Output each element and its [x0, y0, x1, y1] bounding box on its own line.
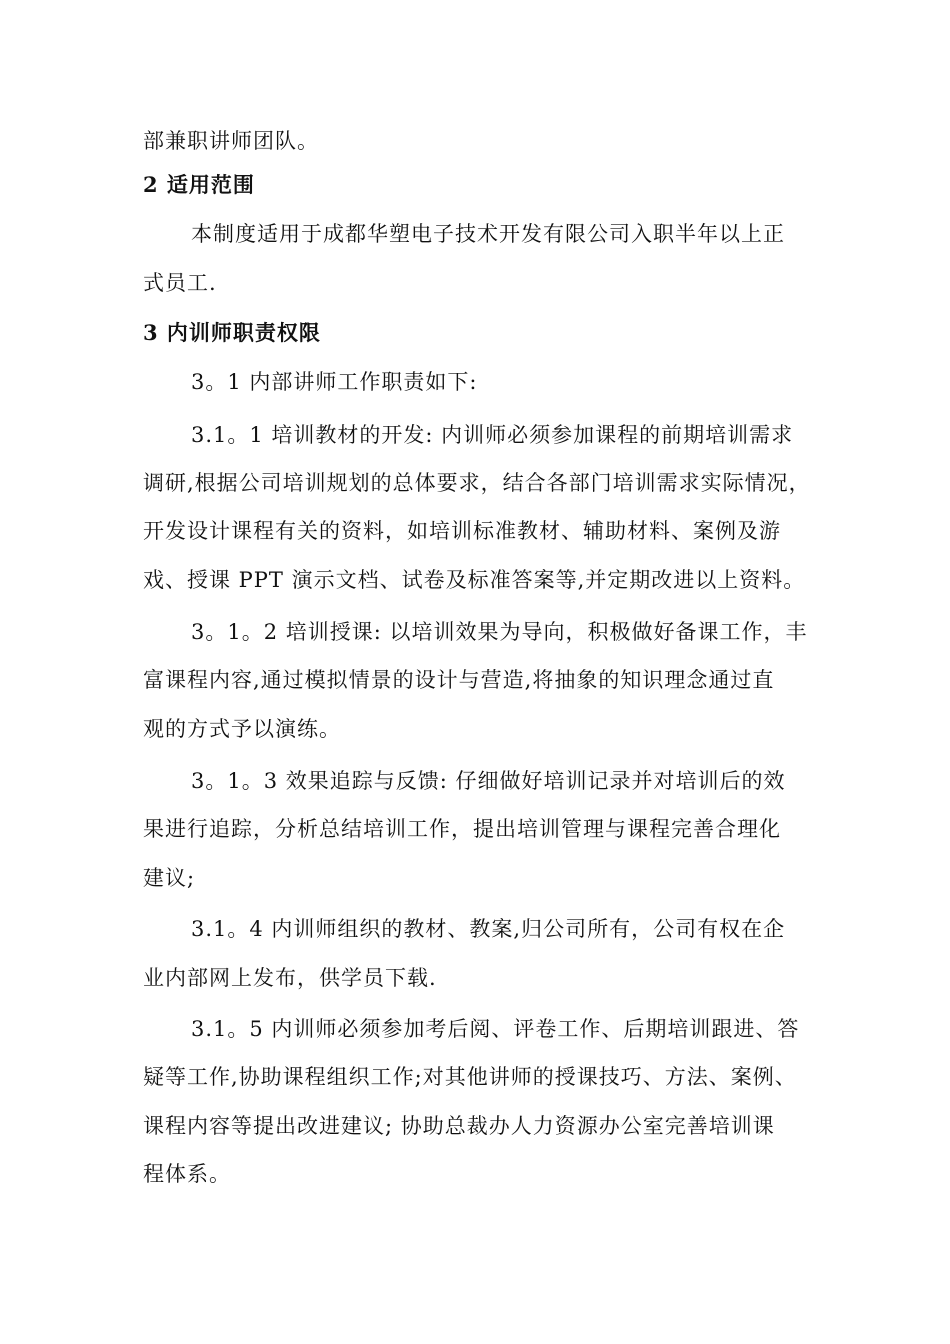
paragraph-line: 观的方式予以演练。 — [143, 717, 341, 741]
section-heading-duties: 3 内训师职责权限 — [143, 320, 321, 345]
paragraph-line: 程体系。 — [143, 1162, 231, 1186]
paragraph-line: 部兼职讲师团队。 — [143, 129, 319, 153]
paragraph-line: 3.1。4 内训师组织的教材、教案,归公司所有，公司有权在企 — [191, 917, 786, 941]
paragraph-line: 课程内容等提出改进建议; 协助总裁办人力资源办公室完善培训课 — [143, 1114, 775, 1138]
paragraph-line: 业内部网上发布，供学员下载. — [143, 966, 437, 990]
paragraph-line: 富课程内容,通过模拟情景的设计与营造,将抽象的知识理念通过直 — [143, 668, 775, 692]
paragraph-line: 戏、授课 PPT 演示文档、试卷及标准答案等,并定期改进以上资料。 — [143, 568, 806, 592]
paragraph-line: 本制度适用于成都华塑电子技术开发有限公司入职半年以上正 — [191, 222, 785, 246]
paragraph-line: 式员工. — [143, 271, 217, 295]
paragraph-line: 3.1。1 培训教材的开发: 内训师必须参加课程的前期培训需求 — [191, 423, 794, 447]
paragraph-line: 果进行追踪，分析总结培训工作，提出培训管理与课程完善合理化 — [143, 817, 781, 841]
paragraph-line: 3。1。3 效果追踪与反馈: 仔细做好培训记录并对培训后的效 — [191, 769, 786, 793]
paragraph-line: 3.1。5 内训师必须参加考后阅、评卷工作、后期培训跟进、答 — [191, 1017, 800, 1041]
paragraph-line: 调研,根据公司培训规划的总体要求，结合各部门培训需求实际情况， — [143, 471, 811, 495]
subsection-heading: 3。1 内部讲师工作职责如下: — [191, 370, 478, 394]
paragraph-line: 建议; — [143, 866, 196, 890]
paragraph-line: 开发设计课程有关的资料，如培训标准教材、辅助材料、案例及游 — [143, 519, 781, 543]
paragraph-line: 疑等工作,协助课程组织工作;对其他讲师的授课技巧、方法、案例、 — [143, 1065, 797, 1089]
paragraph-line: 3。1。2 培训授课: 以培训效果为导向，积极做好备课工作，丰 — [191, 620, 808, 644]
section-heading-scope: 2 适用范围 — [143, 172, 255, 197]
